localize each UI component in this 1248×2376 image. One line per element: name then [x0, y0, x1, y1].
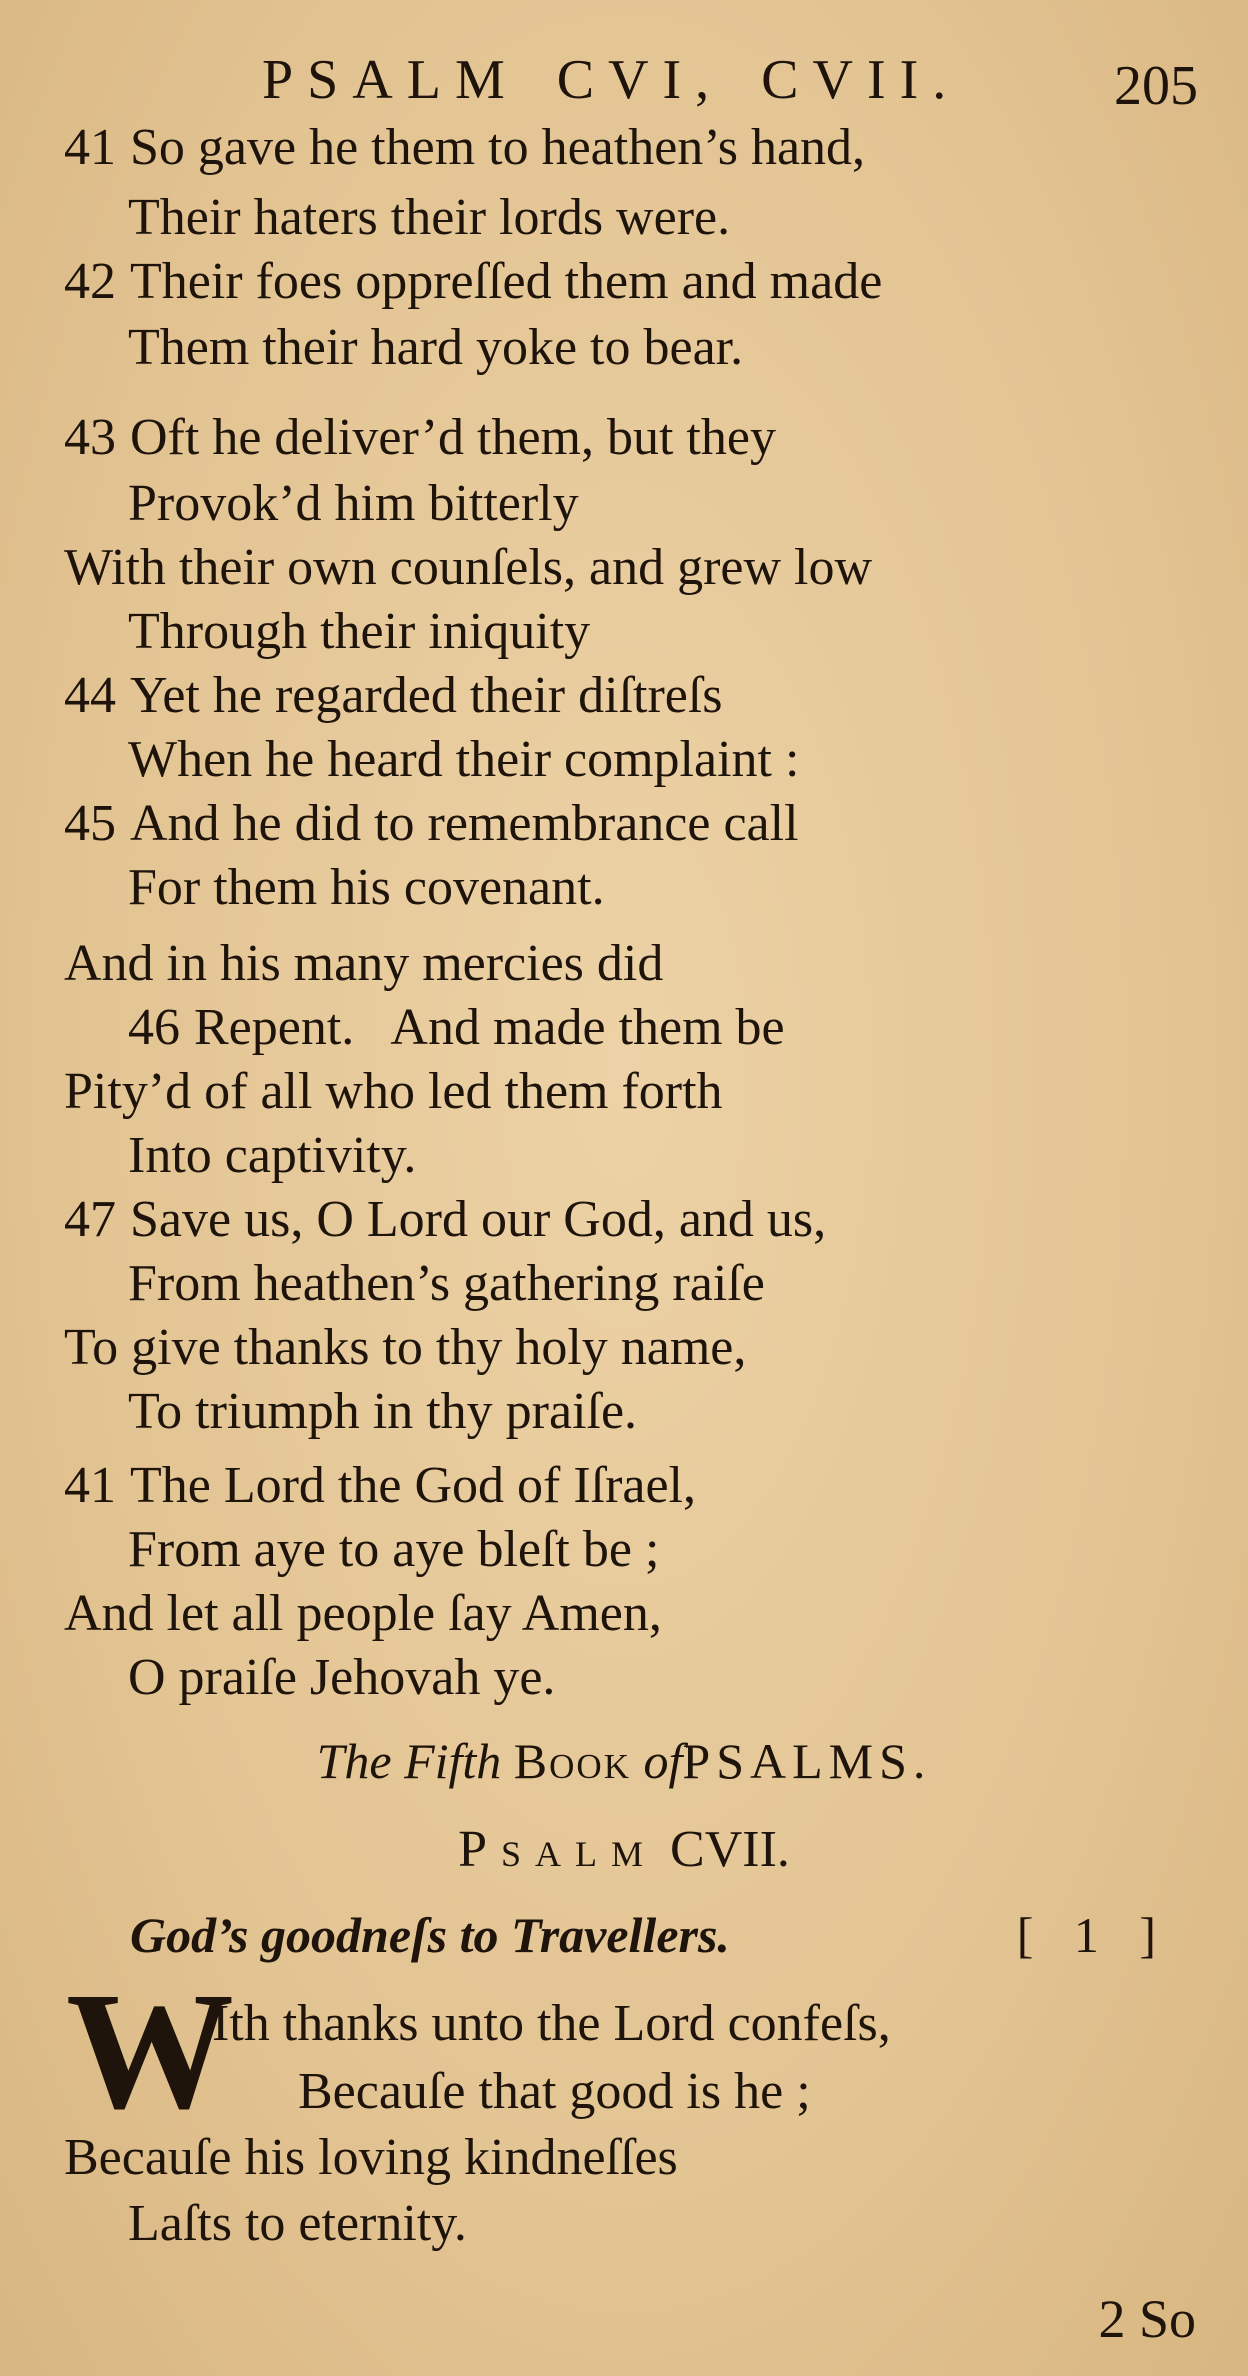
verse-text: Their foes oppreſſed them and made: [130, 253, 883, 310]
psalm-subtitle: God’s goodneſs to Travellers.: [130, 1907, 730, 1963]
catchword: 2 So: [1098, 2289, 1196, 2349]
verse-number: 44: [64, 667, 116, 724]
verse-line: [128, 474, 579, 534]
verse-line: [128, 602, 590, 662]
verse-line: [298, 2062, 811, 2122]
verse-line: [64, 666, 723, 726]
verse-line: [64, 538, 872, 598]
verse-number: 46: [128, 999, 180, 1056]
verse-line: [64, 1456, 696, 1516]
verse-line: [64, 1318, 746, 1378]
verse-text: To triumph in thy praiſe.: [128, 1383, 638, 1440]
verse-text: The Lord the God of Iſrael,: [130, 1457, 697, 1514]
verse-text: Repent. And made them be: [194, 999, 785, 1056]
verse-text: Into captivity.: [128, 1127, 417, 1184]
psalm-title-word: Psalm: [458, 1821, 658, 1878]
verse-line: [128, 1520, 659, 1580]
verse-text: O praiſe Jehovah ye.: [128, 1649, 556, 1706]
verse-line: [64, 1190, 826, 1250]
verse-text: Laſts to eternity.: [128, 2195, 467, 2252]
book-heading-ordinal: The Fifth: [316, 1733, 502, 1789]
verse-line: [64, 1584, 662, 1644]
verse-line: [64, 794, 799, 854]
verse-line: [64, 408, 776, 468]
verse-line: [64, 118, 865, 178]
verse-line: [128, 730, 799, 790]
verse-line: [64, 934, 663, 994]
verse-text: For them his covenant.: [128, 859, 605, 916]
drop-cap: W: [66, 1958, 234, 2144]
running-head: PSALM CVI, CVII.: [262, 49, 961, 111]
verse-line: [128, 858, 605, 918]
verse-text: Through their iniquity: [128, 603, 591, 660]
verse-line: [128, 188, 730, 248]
verse-text: And let all people ſay Amen,: [64, 1585, 662, 1642]
psalm-title: [0, 1820, 1248, 1879]
verse-text: From heathen’s gathering raiſe: [128, 1255, 765, 1312]
verse-text: So gave he them to heathen’s hand,: [130, 119, 866, 176]
verse-text: Their haters their lords were.: [128, 189, 731, 246]
verse-text: Ith thanks unto the Lord confeſs,: [212, 1995, 891, 2052]
verse-line: [128, 2194, 467, 2254]
verse-line: [128, 1126, 416, 1186]
book-heading: [0, 1732, 1248, 1790]
page-header: [0, 48, 1248, 118]
verse-text: From aye to aye bleſt be ;: [128, 1521, 660, 1578]
verse-text: Them their hard yoke to bear.: [128, 319, 744, 376]
verse-line: [64, 1062, 723, 1122]
verse-line: [128, 1648, 555, 1708]
verse-line: [128, 998, 785, 1058]
verse-line: [64, 2128, 678, 2188]
page-number: 205: [1114, 55, 1198, 117]
verse-number: 45: [64, 795, 116, 852]
verse-text: With their own counſels, and grew low: [64, 539, 873, 596]
verse-text: And in his many mercies did: [64, 935, 664, 992]
book-heading-word: Book: [513, 1733, 631, 1789]
verse-line: [212, 1994, 891, 2054]
verse-number: 42: [64, 253, 116, 310]
tune-marker: [ 1 ]: [1016, 1907, 1170, 1963]
verse-line: [128, 318, 743, 378]
verse-text: Pity’d of all who led them forth: [64, 1063, 723, 1120]
verse-line: [128, 1382, 637, 1442]
verse-number: 41: [64, 119, 116, 176]
verse-text: Oft he deliver’d them, but they: [130, 409, 776, 466]
book-heading-psalms: PSALMS.: [682, 1733, 932, 1789]
verse-line: [128, 1254, 765, 1314]
verse-number: 47: [64, 1191, 116, 1248]
verse-number: 43: [64, 409, 116, 466]
verse-text: Save us, O Lord our God, and us,: [130, 1191, 827, 1248]
verse-text: When he heard their complaint :: [128, 731, 800, 788]
book-heading-of: of: [643, 1733, 683, 1789]
psalm-subtitle-row: [130, 1906, 1170, 1970]
verse-text: Provok’d him bitterly: [128, 475, 579, 532]
verse-text: Becauſe his loving kindneſſes: [64, 2129, 678, 2186]
verse-text: Becauſe that good is he ;: [298, 2063, 811, 2120]
verse-text: To give thanks to thy holy name,: [64, 1319, 747, 1376]
verse-text: Yet he regarded their diſtreſs: [130, 667, 723, 724]
verse-line: [64, 252, 882, 312]
verse-number: 41: [64, 1457, 116, 1514]
psalm-title-number: CVII.: [670, 1821, 790, 1878]
verse-text: And he did to remembrance call: [130, 795, 799, 852]
